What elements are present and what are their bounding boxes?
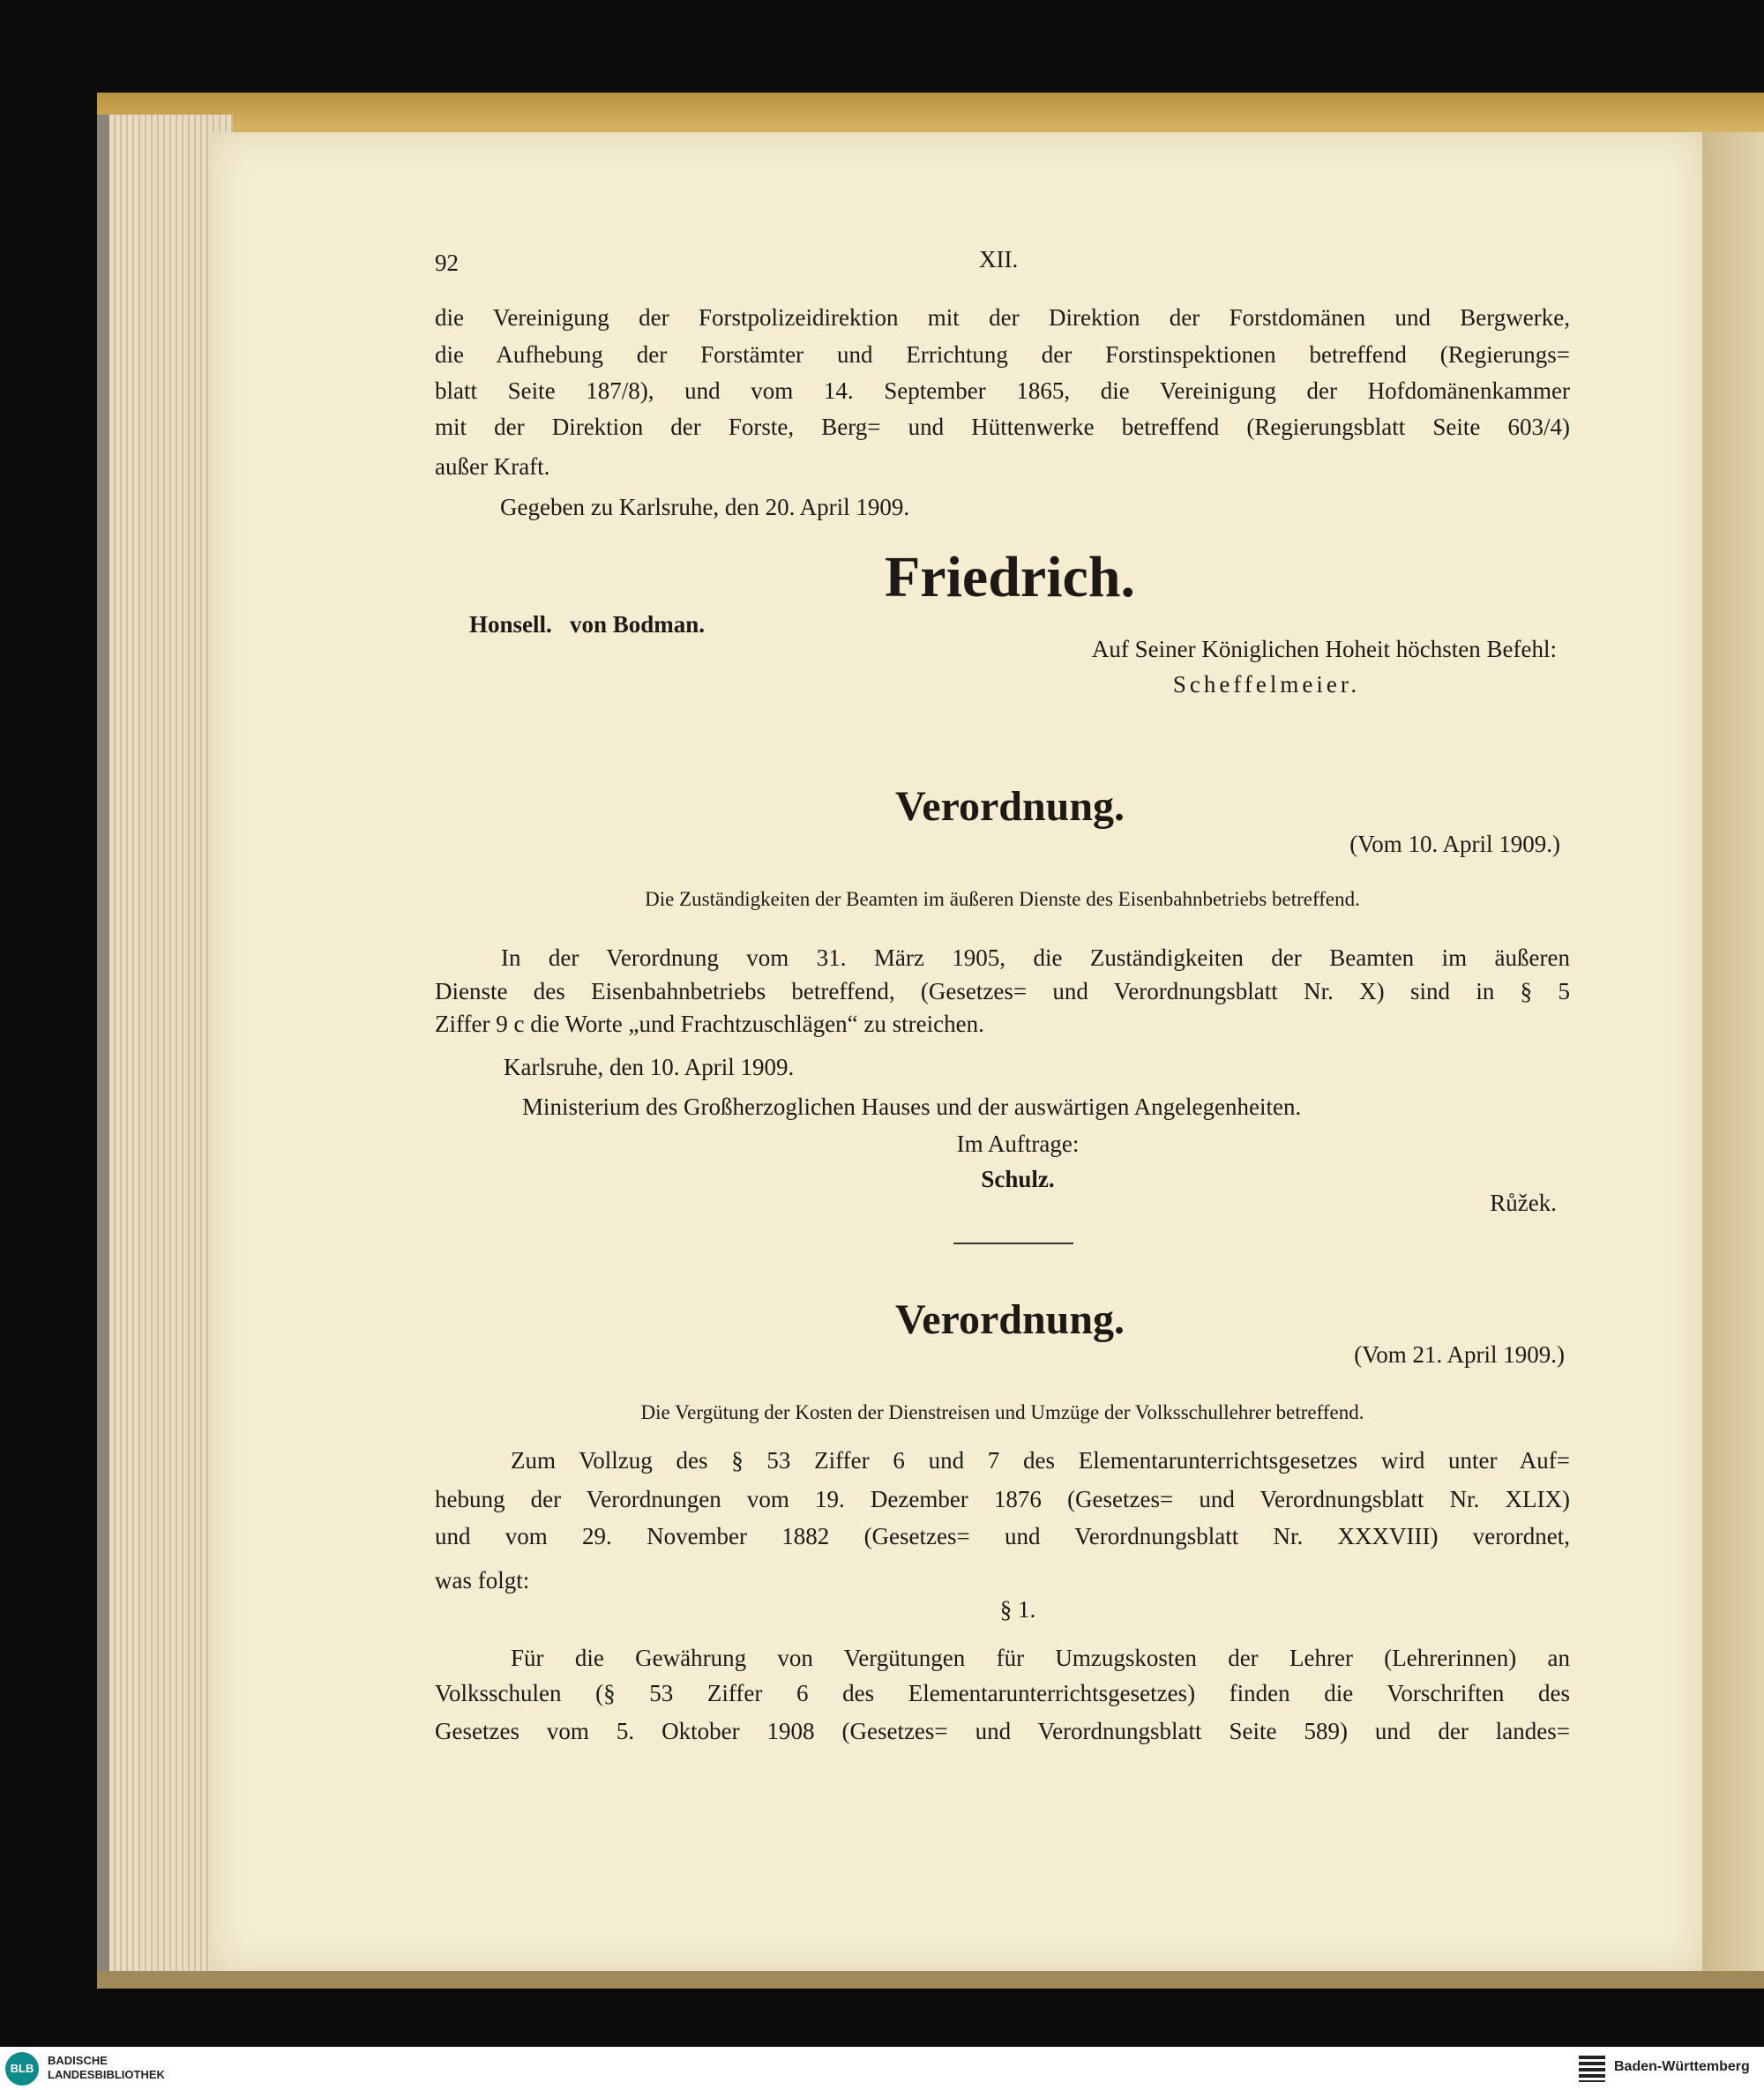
ordinance-date: (Vom 10. April 1909.) [1349, 831, 1560, 857]
ordinance-title: Verordnung. [894, 783, 1125, 830]
by-order: Im Auftrage: [956, 1131, 1080, 1157]
text-line: und vom 29. November 1882 (Gesetzes= und Verordnungsblatt Nr. XXXVIII) verordnet, [435, 1523, 1570, 1549]
section-heading: § 1. [999, 1596, 1036, 1623]
signature-friedrich: Friedrich. [884, 545, 1136, 609]
text-line: Ziffer 9 c die Worte „und Frachtzuschlägen“ zu streichen. [435, 1011, 984, 1037]
ordinance-date: (Vom 21. April 1909.) [1354, 1341, 1565, 1368]
signer: Schulz. [981, 1166, 1055, 1192]
next-page-edge [1693, 132, 1764, 1984]
divider [953, 1243, 1073, 1244]
text-line: die Aufhebung der Forstämter und Errichtung der Forstinspektionen betreffend (Regierungs= [435, 341, 1570, 368]
page-number: 92 [435, 250, 459, 276]
given-date: Gegeben zu Karlsruhe, den 20. April 1909. [500, 494, 910, 520]
ministry: Ministerium des Großherzoglichen Hauses und der auswärtigen Angelegenheiten. [522, 1094, 1302, 1120]
text-line: blatt Seite 187/8), und vom 14. September 1865, die Vereinigung der Hofdomänenkammer [435, 377, 1570, 404]
library-name[interactable]: BADISCHE LANDESBIBLIOTHEK [48, 2054, 165, 2081]
text-line: Zum Vollzug des § 53 Ziffer 6 und 7 des Elementarunterrichtsgesetzes wird unter Auf= [511, 1447, 1570, 1474]
book-edge-top [97, 93, 1764, 137]
text-line: Dienste des Eisenbahnbetriebs betreffend, (Gesetzes= und Verordnungsblatt Nr. X) sind in § 5 [435, 978, 1570, 1004]
state-coat-of-arms-icon [1579, 2056, 1605, 2082]
place-date: Karlsruhe, den 10. April 1909. [504, 1054, 795, 1080]
text-line: was folgt: [435, 1567, 530, 1594]
text-line: Gesetzes vom 5. Oktober 1908 (Gesetzes= und Verordnungsblatt Seite 589) und der landes= [435, 1718, 1570, 1744]
text-line: Volksschulen (§ 53 Ziffer 6 des Elementarunterrichtsgesetzes) finden die Vorschriften des [435, 1680, 1570, 1706]
ordinance-subject: Die Vergütung der Kosten der Dienstreisen und Umzüge der Volksschullehrer betreffend. [640, 1401, 1364, 1423]
footer-bar [0, 2047, 1764, 2090]
cosigners: Honsell. von Bodman. [469, 611, 706, 638]
issue-number: XII. [979, 246, 1019, 272]
text-line: In der Verordnung vom 31. März 1905, die Zuständigkeiten der Beamten im äußeren [501, 944, 1570, 971]
text-line: mit der Direktion der Forste, Berg= und Hüttenwerke betreffend (Regierungsblatt Seite 603/4) [435, 414, 1570, 440]
ordinance-title: Verordnung. [894, 1296, 1125, 1343]
book-edge-bottom [97, 1971, 1764, 1989]
blb-logo[interactable]: BLB [5, 2052, 39, 2086]
signer-2: Růžek. [1490, 1190, 1557, 1216]
secretary: Scheffelmeier. [1172, 671, 1361, 698]
ordinance-subject: Die Zuständigkeiten der Beamten im äußeren Dienste des Eisenbahnbetriebs betreffend. [645, 888, 1360, 910]
text-line: außer Kraft. [435, 453, 550, 480]
text-line: die Vereinigung der Forstpolizeidirektion mit der Direktion der Forstdomänen und Bergwerke, [435, 304, 1570, 331]
text-line: hebung der Verordnungen vom 19. Dezember 1876 (Gesetzes= und Verordnungsblatt Nr. XLIX) [435, 1486, 1570, 1512]
text-line: Für die Gewährung von Vergütungen für Umzugskosten der Lehrer (Lehrerinnen) an [511, 1645, 1570, 1671]
state-name[interactable]: Baden-Württemberg [1614, 2059, 1750, 2074]
order-line: Auf Seiner Königlichen Hoheit höchsten Befehl: [1091, 636, 1557, 662]
